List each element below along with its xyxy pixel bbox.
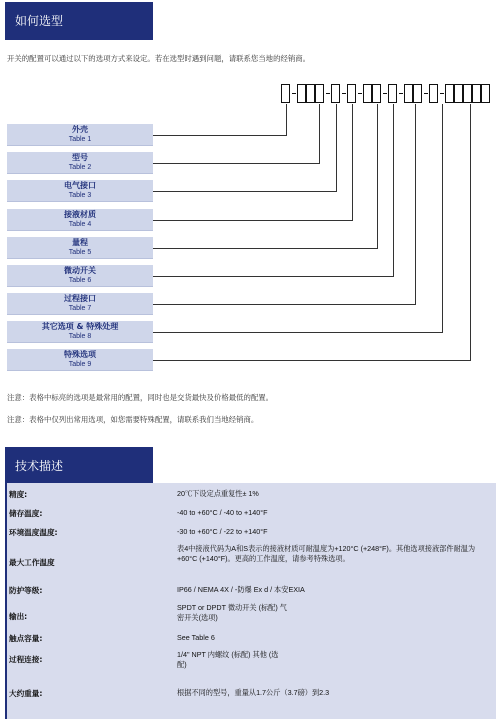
code-dash <box>383 93 387 94</box>
code-box <box>331 84 340 103</box>
table-label-ref: Table 1 <box>68 136 92 143</box>
spec-value: IP66 / NEMA 4X / -防爆 Ex d / 本安EXIA <box>177 585 305 594</box>
connector-h <box>153 163 319 164</box>
code-box <box>404 84 413 103</box>
section-header-specs <box>5 447 153 485</box>
code-box <box>472 84 481 103</box>
spec-key: 储存温度: <box>9 509 43 518</box>
section-title: 如何选型 <box>15 14 64 28</box>
table-label-name: 过程接口 <box>64 294 96 303</box>
table-label-ref: Table 4 <box>68 221 92 228</box>
table-label-name: 微动开关 <box>64 266 96 275</box>
connector-h <box>153 304 415 305</box>
connector-v <box>393 104 394 277</box>
connector-h <box>153 220 352 221</box>
note-highlighted-options: 注意：表格中标亮的选项是最常用的配置，同时也是交货最快及价格最低的配置。 <box>7 393 274 402</box>
spec-value: SPDT or DPDT 微动开关 (标配) 气密开关(选项) <box>177 603 287 622</box>
connector-h <box>153 332 442 333</box>
connector-v <box>415 104 416 305</box>
table-label-wetted <box>7 209 153 231</box>
code-box <box>281 84 290 103</box>
code-dash <box>399 93 403 94</box>
spec-value: 根据不同的型号，重量从1.7公斤（3.7磅）到2.3 <box>177 688 330 697</box>
table-label-ref: Table 8 <box>68 333 92 340</box>
code-box <box>388 84 397 103</box>
section-header-how-to-select <box>5 2 153 40</box>
connector-h <box>153 135 286 136</box>
specs-panel <box>5 483 496 719</box>
spec-key: 最大工作温度 <box>9 558 55 567</box>
spec-value: 20℃下设定点重复性± 1% <box>177 489 259 498</box>
table-label-name: 型号 <box>72 153 88 162</box>
section-title: 技术描述 <box>15 459 64 473</box>
connector-v <box>319 104 320 164</box>
code-box <box>429 84 438 103</box>
connector-v <box>336 104 337 192</box>
table-label-name: 外壳 <box>72 125 88 134</box>
table-label-ref: Table 9 <box>68 361 92 368</box>
spec-key: 环境温度温度: <box>9 528 58 537</box>
code-dash <box>440 93 444 94</box>
table-label-name: 其它选项 & 特殊处理 <box>41 322 119 331</box>
table-label-ref: Table 7 <box>68 305 92 312</box>
spec-key: 输出: <box>9 612 28 621</box>
intro-paragraph: 开关的配置可以通过以下的选项方式来设定。若在选型时遇到问题，请联系您当地的经销商。 <box>7 54 311 63</box>
table-label-ref: Table 2 <box>68 164 92 171</box>
code-box <box>306 84 315 103</box>
table-label-name: 接液材质 <box>64 210 96 219</box>
connector-h <box>153 360 470 361</box>
spec-key: 触点容量: <box>9 634 43 643</box>
spec-key: 防护等级: <box>9 586 43 595</box>
table-label-name: 特殊选项 <box>64 350 96 359</box>
code-box <box>413 84 422 103</box>
connector-v <box>286 104 287 136</box>
code-box <box>297 84 306 103</box>
note-common-options: 注意：表格中仅列出常用选项，如您需要特殊配置，请联系我们当地经销商。 <box>7 415 259 424</box>
code-dash <box>424 93 428 94</box>
code-box <box>481 84 490 103</box>
code-dash <box>342 93 346 94</box>
code-box <box>454 84 463 103</box>
spec-key: 精度: <box>9 490 28 499</box>
table-label-ref: Table 6 <box>68 277 92 284</box>
table-label-range <box>7 237 153 259</box>
table-label-electrical <box>7 180 153 202</box>
spec-key: 过程连接: <box>9 655 43 664</box>
code-box <box>445 84 454 103</box>
side-strip <box>5 483 7 719</box>
spec-value: -30 to +60°C / -22 to +140°F <box>177 527 268 536</box>
connector-h <box>153 191 336 192</box>
spec-value: 表4中接液代码为A和S表示的接液材质可耐温度为+120°C (+248°F)。其他选项接液部件耐温为+60°C (+140°F)。更高的工作温度，请参考特殊选项。 <box>177 544 476 563</box>
table-label-special <box>7 349 153 371</box>
connector-v <box>377 104 378 249</box>
table-label-process <box>7 293 153 315</box>
table-label-ref: Table 3 <box>68 192 92 199</box>
code-dash <box>292 93 296 94</box>
connector-h <box>153 276 393 277</box>
spec-value: See Table 6 <box>177 633 215 642</box>
code-dash <box>358 93 362 94</box>
spec-key: 大约重量: <box>9 689 43 698</box>
table-label-name: 电气接口 <box>64 181 96 190</box>
code-box <box>463 84 472 103</box>
table-label-switch <box>7 265 153 287</box>
table-label-name: 量程 <box>72 238 88 247</box>
code-box <box>372 84 381 103</box>
table-label-housing <box>7 124 153 146</box>
connector-v <box>352 104 353 221</box>
spec-value: -40 to +60°C / -40 to +140°F <box>177 508 268 517</box>
code-dash <box>326 93 330 94</box>
code-box <box>347 84 356 103</box>
code-box <box>315 84 324 103</box>
code-box <box>363 84 372 103</box>
table-label-model <box>7 152 153 174</box>
spec-value: 1/4" NPT 内螺纹 (标配) 其他 (选配) <box>177 650 279 669</box>
connector-v <box>470 104 471 361</box>
table-label-other <box>7 321 153 343</box>
connector-v <box>442 104 443 333</box>
table-label-ref: Table 5 <box>68 249 92 256</box>
connector-h <box>153 248 377 249</box>
